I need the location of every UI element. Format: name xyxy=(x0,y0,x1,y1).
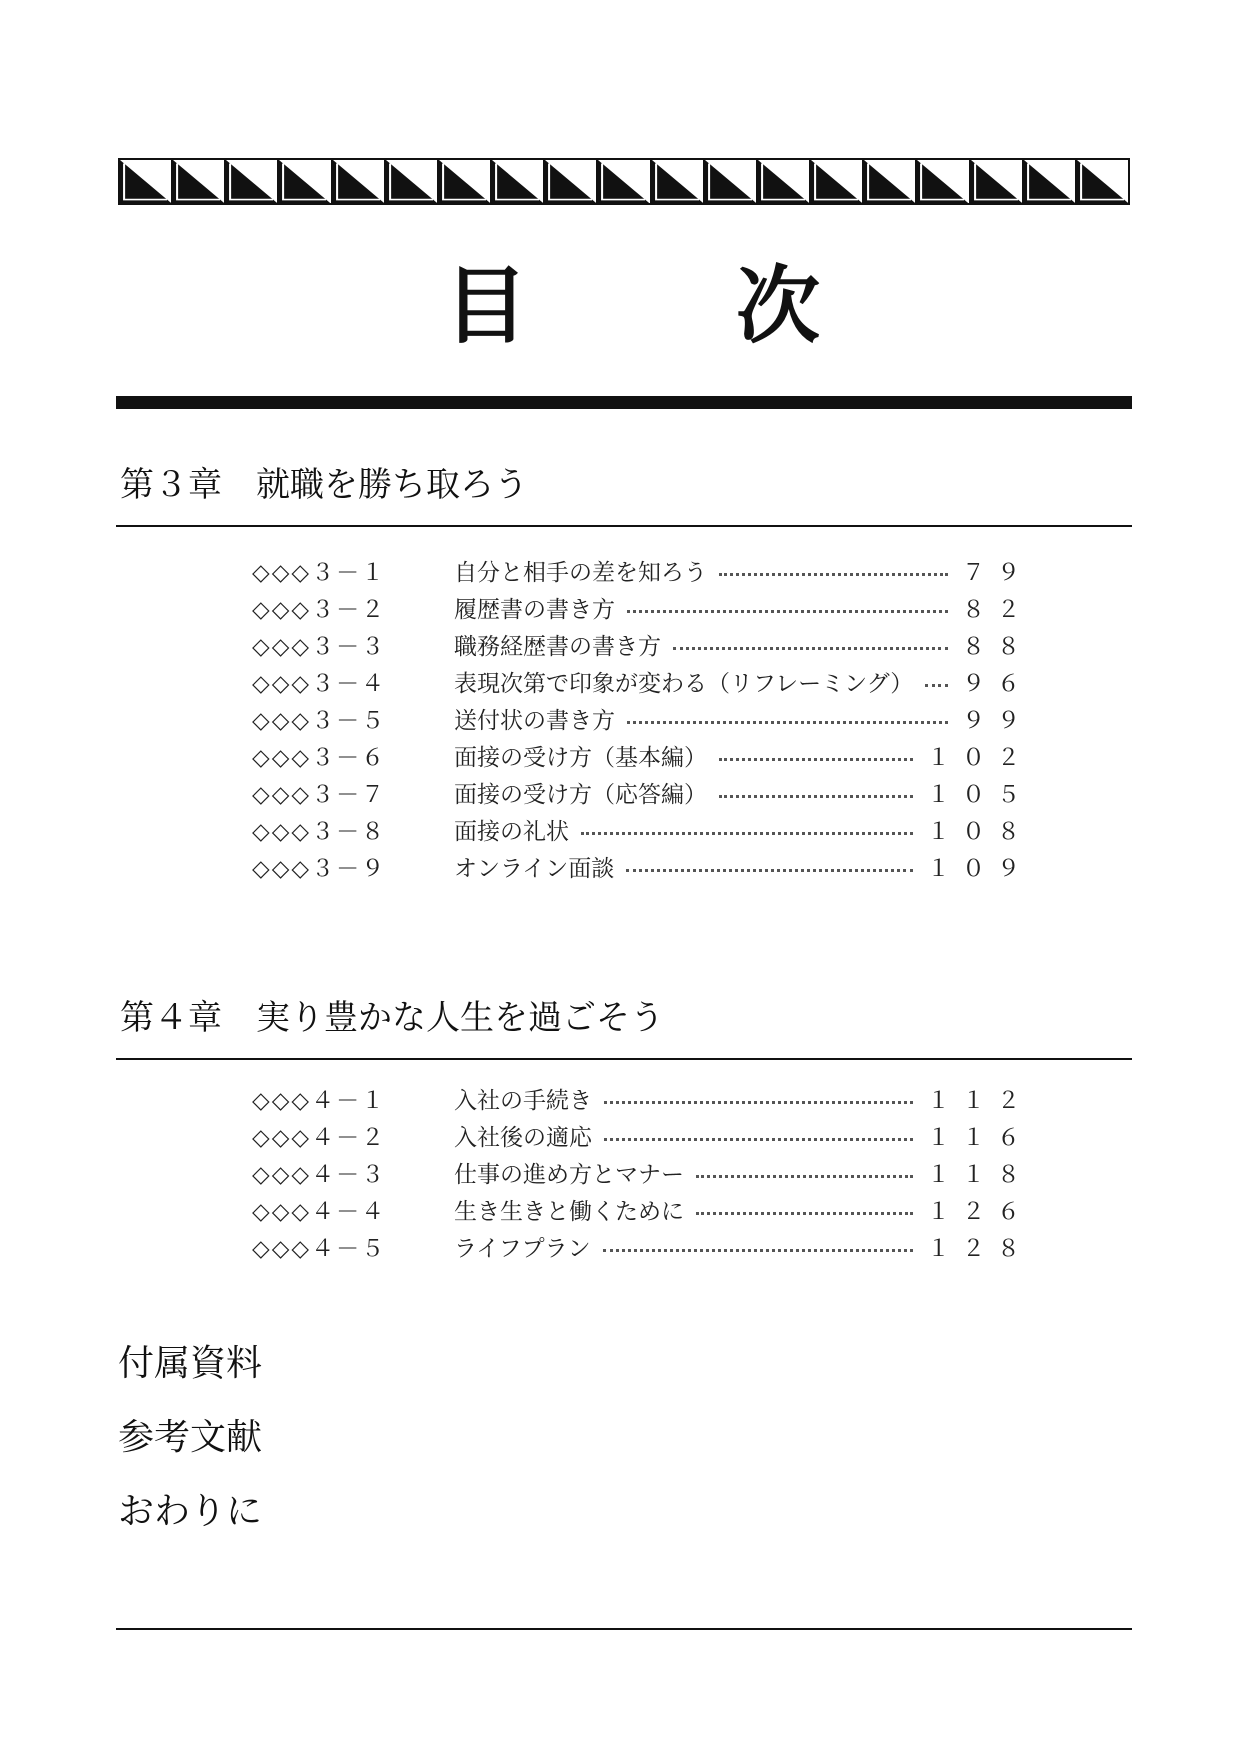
chapter-4-heading xyxy=(120,998,664,1038)
toc-entry-title: 面接の礼状 xyxy=(454,819,569,845)
chapter-3-heading xyxy=(120,465,528,505)
toc-leader-dots xyxy=(925,684,948,687)
chapter-4-title: 実り豊かな人生を過ごそう xyxy=(256,998,664,1038)
chapter-3-divider xyxy=(116,525,1132,527)
band-tile xyxy=(492,160,545,203)
appendix-heading: 付属資料 xyxy=(118,1343,263,1384)
toc-entry xyxy=(252,630,1032,664)
toc-entry-title: 入社の手続き xyxy=(454,1088,592,1114)
band-tile xyxy=(173,160,226,203)
toc-leader-dots xyxy=(627,721,948,724)
toc-leader-dots xyxy=(627,610,948,613)
band-tile xyxy=(758,160,811,203)
toc-entry-page: １０２ xyxy=(927,745,1032,771)
toc-leader-dots xyxy=(603,1249,913,1252)
page-title-char-2: 次 xyxy=(736,257,821,355)
page-title-char-1: 目 xyxy=(444,257,529,355)
afterword-heading: おわりに xyxy=(118,1491,263,1532)
toc-entry xyxy=(252,1158,1032,1192)
toc-entry-page: ８２ xyxy=(962,597,1032,623)
toc-entry-page: １１２ xyxy=(927,1088,1032,1114)
toc-entry-number: ◇◇◇４－５ xyxy=(252,1236,387,1262)
toc-entry-title: ライフプラン xyxy=(454,1236,591,1262)
toc-entry-title: 生き生きと働くために xyxy=(454,1199,684,1225)
toc-leader-dots xyxy=(696,1212,913,1215)
toc-entry-title: 履歴書の書き方 xyxy=(454,597,615,623)
toc-leader-dots xyxy=(719,758,913,761)
toc-entry-number: ◇◇◇３－４ xyxy=(252,671,387,697)
toc-leader-dots xyxy=(626,869,913,872)
toc-entry-title: 職務経歴書の書き方 xyxy=(454,634,661,660)
toc-entry xyxy=(252,852,1032,886)
toc-entry-page: ８８ xyxy=(962,634,1032,660)
toc-entry-number: ◇◇◇３－１ xyxy=(252,560,387,586)
toc-leader-dots xyxy=(719,573,948,576)
toc-entry-title: オンライン面談 xyxy=(454,856,615,882)
toc-entry xyxy=(252,1121,1032,1155)
toc-entry-page: １０５ xyxy=(927,782,1032,808)
band-tile xyxy=(333,160,386,203)
references-heading: 参考文献 xyxy=(118,1417,263,1458)
toc-entry-number: ◇◇◇３－６ xyxy=(252,745,387,771)
toc-entry xyxy=(252,1232,1032,1266)
band-tile xyxy=(1024,160,1077,203)
band-tile xyxy=(652,160,705,203)
toc-entry-title: 表現次第で印象が変わる（リフレーミング） xyxy=(454,671,914,697)
toc-entry xyxy=(252,741,1032,775)
chapter-4-divider xyxy=(116,1058,1132,1060)
toc-entry-title: 面接の受け方（応答編） xyxy=(454,782,707,808)
toc-entry-page: １１６ xyxy=(927,1125,1032,1151)
toc-entry-title: 送付状の書き方 xyxy=(454,708,615,734)
band-tile xyxy=(598,160,651,203)
toc-entry-page: １０８ xyxy=(927,819,1032,845)
toc-entry xyxy=(252,667,1032,701)
band-tile xyxy=(971,160,1024,203)
toc-entry-number: ◇◇◇３－９ xyxy=(252,856,387,882)
toc-entry-number: ◇◇◇３－５ xyxy=(252,708,387,734)
band-tile xyxy=(279,160,332,203)
toc-entry-page: １０９ xyxy=(927,856,1032,882)
toc-entry-number: ◇◇◇４－３ xyxy=(252,1162,387,1188)
chapter-4-number: 第４章 xyxy=(120,998,222,1038)
toc-entry-number: ◇◇◇４－４ xyxy=(252,1199,387,1225)
band-tile xyxy=(705,160,758,203)
bottom-rule xyxy=(116,1628,1132,1630)
toc-entry-page: １２８ xyxy=(927,1236,1032,1262)
band-tile xyxy=(811,160,864,203)
toc-entry xyxy=(252,704,1032,738)
band-tile xyxy=(864,160,917,203)
band-tile xyxy=(1077,160,1128,203)
title-underline xyxy=(116,396,1132,409)
band-tile xyxy=(917,160,970,203)
toc-entry-number: ◇◇◇３－７ xyxy=(252,782,387,808)
toc-entry-title: 仕事の進め方とマナー xyxy=(454,1162,684,1188)
toc-leader-dots xyxy=(604,1138,913,1141)
chapter-3-number: 第３章 xyxy=(120,465,222,505)
toc-entry xyxy=(252,778,1032,812)
toc-leader-dots xyxy=(581,832,913,835)
toc-entry xyxy=(252,815,1032,849)
toc-leader-dots xyxy=(673,647,948,650)
toc-entry xyxy=(252,593,1032,627)
toc-entry-title: 自分と相手の差を知ろう xyxy=(454,560,707,586)
toc-entry xyxy=(252,556,1032,590)
chapter-3-title: 就職を勝ち取ろう xyxy=(256,465,528,505)
band-tile xyxy=(545,160,598,203)
toc-leader-dots xyxy=(604,1101,913,1104)
toc-entry-number: ◇◇◇４－１ xyxy=(252,1088,387,1114)
decorative-triangle-band xyxy=(118,158,1130,205)
toc-entry-page: １１８ xyxy=(927,1162,1032,1188)
band-tile xyxy=(226,160,279,203)
toc-entry-number: ◇◇◇３－２ xyxy=(252,597,387,623)
toc-entry-title: 入社後の適応 xyxy=(454,1125,592,1151)
toc-leader-dots xyxy=(696,1175,913,1178)
toc-entry xyxy=(252,1195,1032,1229)
toc-entry-number: ◇◇◇３－８ xyxy=(252,819,387,845)
toc-entry-page: ９６ xyxy=(962,671,1032,697)
toc-entry-number: ◇◇◇４－２ xyxy=(252,1125,387,1151)
toc-entry-number: ◇◇◇３－３ xyxy=(252,634,387,660)
band-tile xyxy=(439,160,492,203)
toc-entry-page: ９９ xyxy=(962,708,1032,734)
toc-entry-page: ７９ xyxy=(962,560,1032,586)
toc-entry-title: 面接の受け方（基本編） xyxy=(454,745,707,771)
toc-leader-dots xyxy=(719,795,913,798)
band-tile xyxy=(386,160,439,203)
toc-entry xyxy=(252,1084,1032,1118)
toc-entry-page: １２６ xyxy=(927,1199,1032,1225)
band-tile xyxy=(120,160,173,203)
